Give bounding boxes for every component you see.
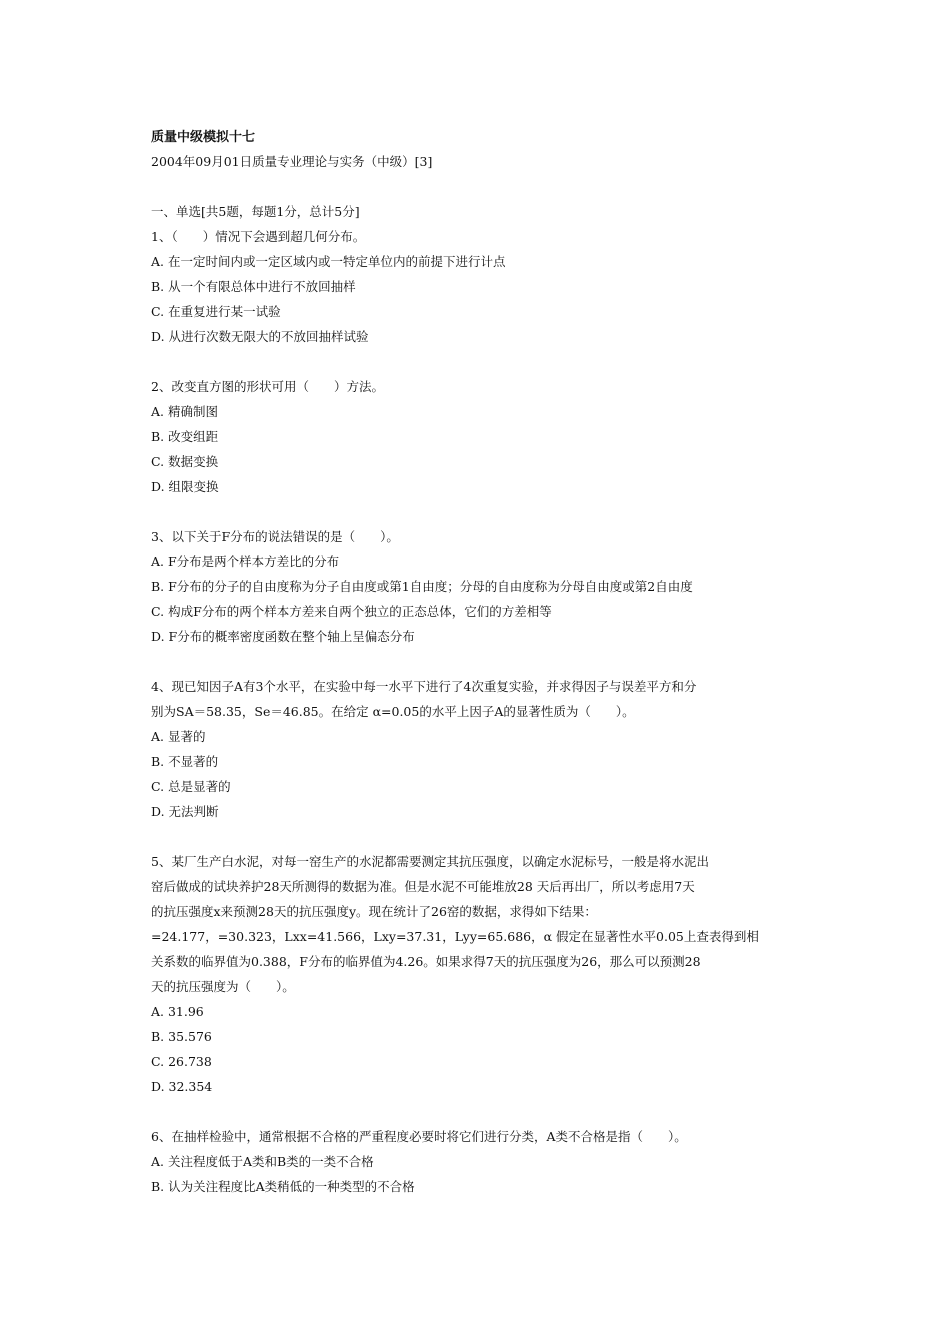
question-text-line: =24.177，=30.323，Lxx=41.566，Lxy=37.31，Lyy=65.686，α 假定在显著性水平0.05上查表得到相	[151, 929, 759, 944]
question-text-line: 的抗压强度x来预测28天的抗压强度y。现在统计了26窑的数据，求得如下结果：	[151, 904, 597, 919]
question-3	[151, 524, 811, 649]
answer-option: C. 数据变换	[151, 454, 219, 469]
document-title: 质量中级模拟十七	[151, 130, 256, 145]
answer-option: B. 从一个有限总体中进行不放回抽样	[151, 279, 356, 294]
question-4	[151, 674, 811, 824]
answer-option: D. 32.354	[151, 1079, 213, 1094]
answer-option: B. 认为关注程度比A类稍低的一种类型的不合格	[151, 1179, 415, 1194]
answer-option: C. 构成F分布的两个样本方差来自两个独立的正态总体，它们的方差相等	[151, 604, 552, 619]
question-text-line: 4、现已知因子A有3个水平，在实验中每一水平下进行了4次重复实验，并求得因子与误差平方和分	[151, 679, 697, 694]
question-list	[151, 224, 811, 1199]
question-text-line: 别为SA＝58.35，Se＝46.85。在给定 α=0.05的水平上因子A的显著性质为（ ）。	[151, 704, 635, 719]
answer-option: A. 关注程度低于A类和B类的一类不合格	[151, 1154, 374, 1169]
answer-option: A. 在一定时间内或一定区域内或一特定单位内的前提下进行计点	[151, 254, 506, 269]
answer-option: C. 总是显著的	[151, 779, 231, 794]
question-5	[151, 849, 811, 1099]
answer-option: B. 改变组距	[151, 429, 219, 444]
question-text-line: 关系数的临界值为0.388，F分布的临界值为4.26。如果求得7天的抗压强度为26，那么可以预测28	[151, 954, 701, 969]
answer-option: D. 组限变换	[151, 479, 219, 494]
document-subtitle: 2004年09月01日质量专业理论与实务（中级）[3]	[151, 154, 433, 169]
answer-option: A. 31.96	[151, 1004, 204, 1019]
question-text-line: 天的抗压强度为（ ）。	[151, 979, 295, 994]
answer-option: B. 不显著的	[151, 754, 219, 769]
answer-option: A. F分布是两个样本方差比的分布	[151, 554, 340, 569]
answer-option: B. F分布的分子的自由度称为分子自由度或第1自由度；分母的自由度称为分母自由度或第2自由度	[151, 579, 693, 594]
question-text-line: 2、改变直方图的形状可用（ ）方法。	[151, 379, 384, 394]
answer-option: D. 无法判断	[151, 804, 219, 819]
question-text-line: 3、以下关于F分布的说法错误的是（ ）。	[151, 529, 399, 544]
answer-option: D. F分布的概率密度函数在整个轴上呈偏态分布	[151, 629, 415, 644]
answer-option: C. 26.738	[151, 1054, 212, 1069]
answer-option: A. 精确制图	[151, 404, 218, 419]
question-text-line: 5、某厂生产白水泥，对每一窑生产的水泥都需要测定其抗压强度，以确定水泥标号，一般是将水泥出	[151, 854, 709, 869]
question-text-line: 6、在抽样检验中，通常根据不合格的严重程度必要时将它们进行分类，A类不合格是指（ ）。	[151, 1129, 687, 1144]
question-1	[151, 224, 811, 349]
question-text-line: 窑后做成的试块养护28天所测得的数据为准。但是水泥不可能堆放28 天后再出厂，所以考虑用7天	[151, 879, 695, 894]
answer-option: A. 显著的	[151, 729, 206, 744]
document-page	[151, 127, 811, 1224]
question-text-line: 1、（ ）情况下会遇到超几何分布。	[151, 229, 366, 244]
answer-option: D. 从进行次数无限大的不放回抽样试验	[151, 329, 369, 344]
answer-option: B. 35.576	[151, 1029, 212, 1044]
answer-option: C. 在重复进行某一试验	[151, 304, 281, 319]
question-2	[151, 374, 811, 499]
section-heading: 一、单选[共5题，每题1分，总计5分]	[151, 204, 360, 219]
question-6	[151, 1124, 811, 1199]
